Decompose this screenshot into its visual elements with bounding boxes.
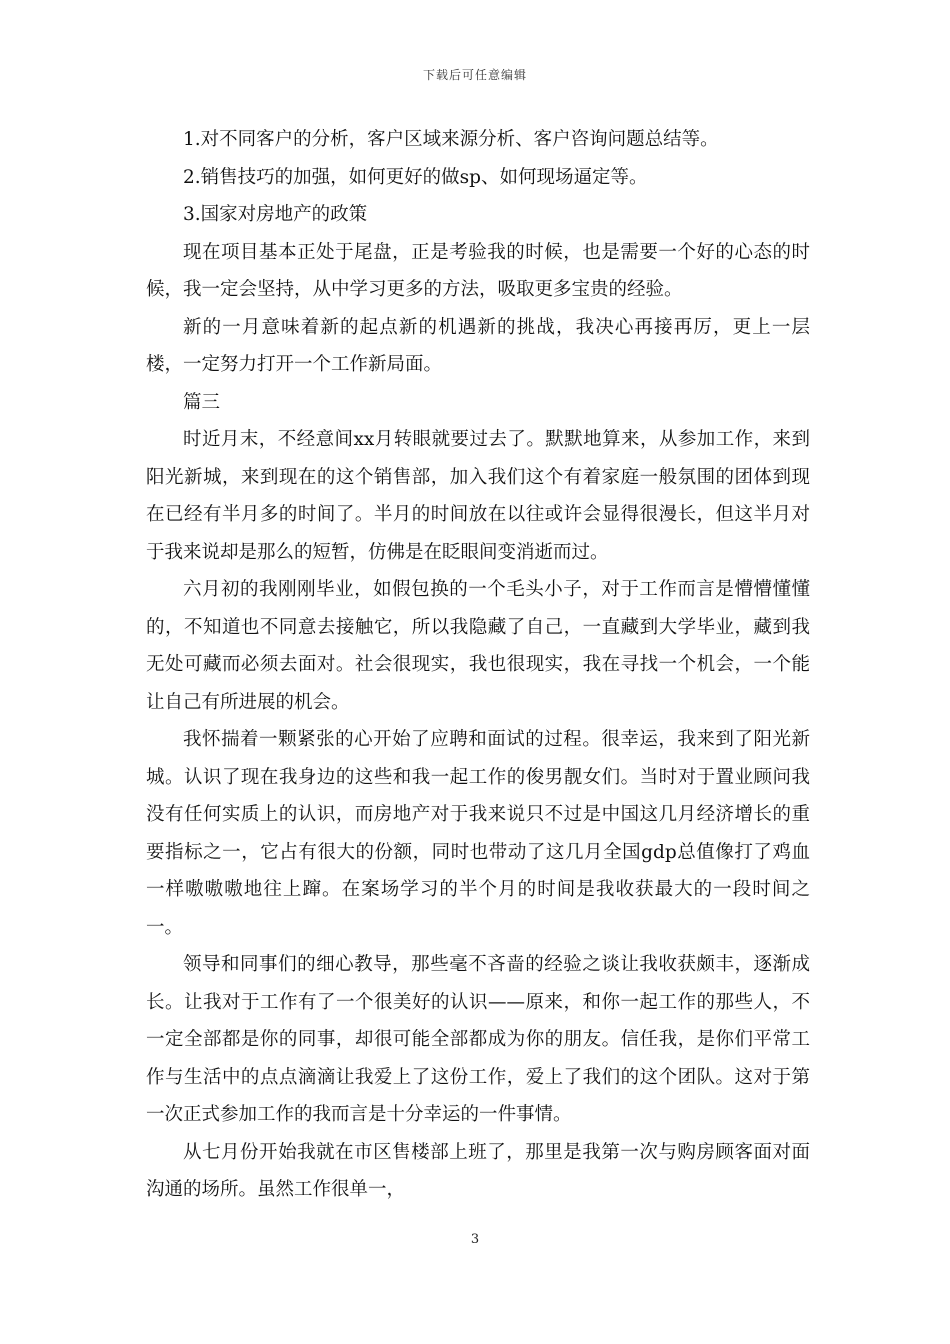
list-item-3: 3.国家对房地产的政策	[183, 204, 368, 225]
paragraph: 六月初的我刚刚毕业，如假包换的一个毛头小子，对于工作而言是懵懵懂懂的，不知道也不同意去接触它，所以我隐藏了自己，一直藏到大学毕业，藏到我无处可藏而必须去面对。社会很现实，我也很现实，我在寻找一个机会，一个能让自己有所进展的机会。	[146, 579, 810, 713]
page-header: 下载后可任意编辑	[422, 68, 527, 82]
paragraph: 新的一月意味着新的起点新的机遇新的挑战，我决心再接再厉，更上一层楼，一定努力打开一个工作新局面。	[146, 316, 810, 375]
paragraph: 领导和同事们的细心教导，那些毫不吝啬的经验之谈让我收获颇丰，逐渐成长。让我对于工作有了一个很美好的认识——原来，和你一起工作的那些人，不一定全部都是你的同事，却很可能全部都成为你的朋友。信任我，是你们平常工作与生活中的点点滴滴让我爱上了这份工作，爱上了我们的这个团队。这对于第一次正式参加工作的我而言是十分幸运的一件事情。	[146, 954, 810, 1125]
list-item-1: 1.对不同客户的分析，客户区域来源分析、客户咨询问题总结等。	[183, 129, 719, 150]
paragraph: 我怀揣着一颗紧张的心开始了应聘和面试的过程。很幸运，我来到了阳光新城。认识了现在我身边的这些和我一起工作的俊男靓女们。当时对于置业顾问我没有任何实质上的认识，而房地产对于我来说只不过是中国这几月经济增长的重要指标之一，它占有很大的份额，同时也带动了这几月全国gdp总值像打了鸡血一样嗷嗷嗷地往上蹿。在案场学习的半个月的时间是我收获最大的一段时间之一。	[146, 729, 810, 938]
page-number: 3	[470, 1232, 480, 1247]
paragraph: 时近月末，不经意间xx月转眼就要过去了。默默地算来，从参加工作，来到阳光新城，来到现在的这个销售部，加入我们这个有着家庭一般氛围的团体到现在已经有半月多的时间了。半月的时间放在以往或许会显得很漫长，但这半月对于我来说却是那么的短暂，仿佛是在眨眼间变消逝而过。	[146, 429, 810, 563]
paragraph: 从七月份开始我就在市区售楼部上班了，那里是我第一次与购房顾客面对面沟通的场所。虽然工作很单一，	[146, 1141, 810, 1200]
section-heading: 篇三	[183, 391, 221, 413]
paragraph: 现在项目基本正处于尾盘，正是考验我的时候，也是需要一个好的心态的时候，我一定会坚持，从中学习更多的方法，吸取更多宝贵的经验。	[146, 241, 810, 300]
document-body	[146, 121, 810, 1209]
list-item-2: 2.销售技巧的加强，如何更好的做sp、如何现场逼定等。	[183, 166, 648, 188]
